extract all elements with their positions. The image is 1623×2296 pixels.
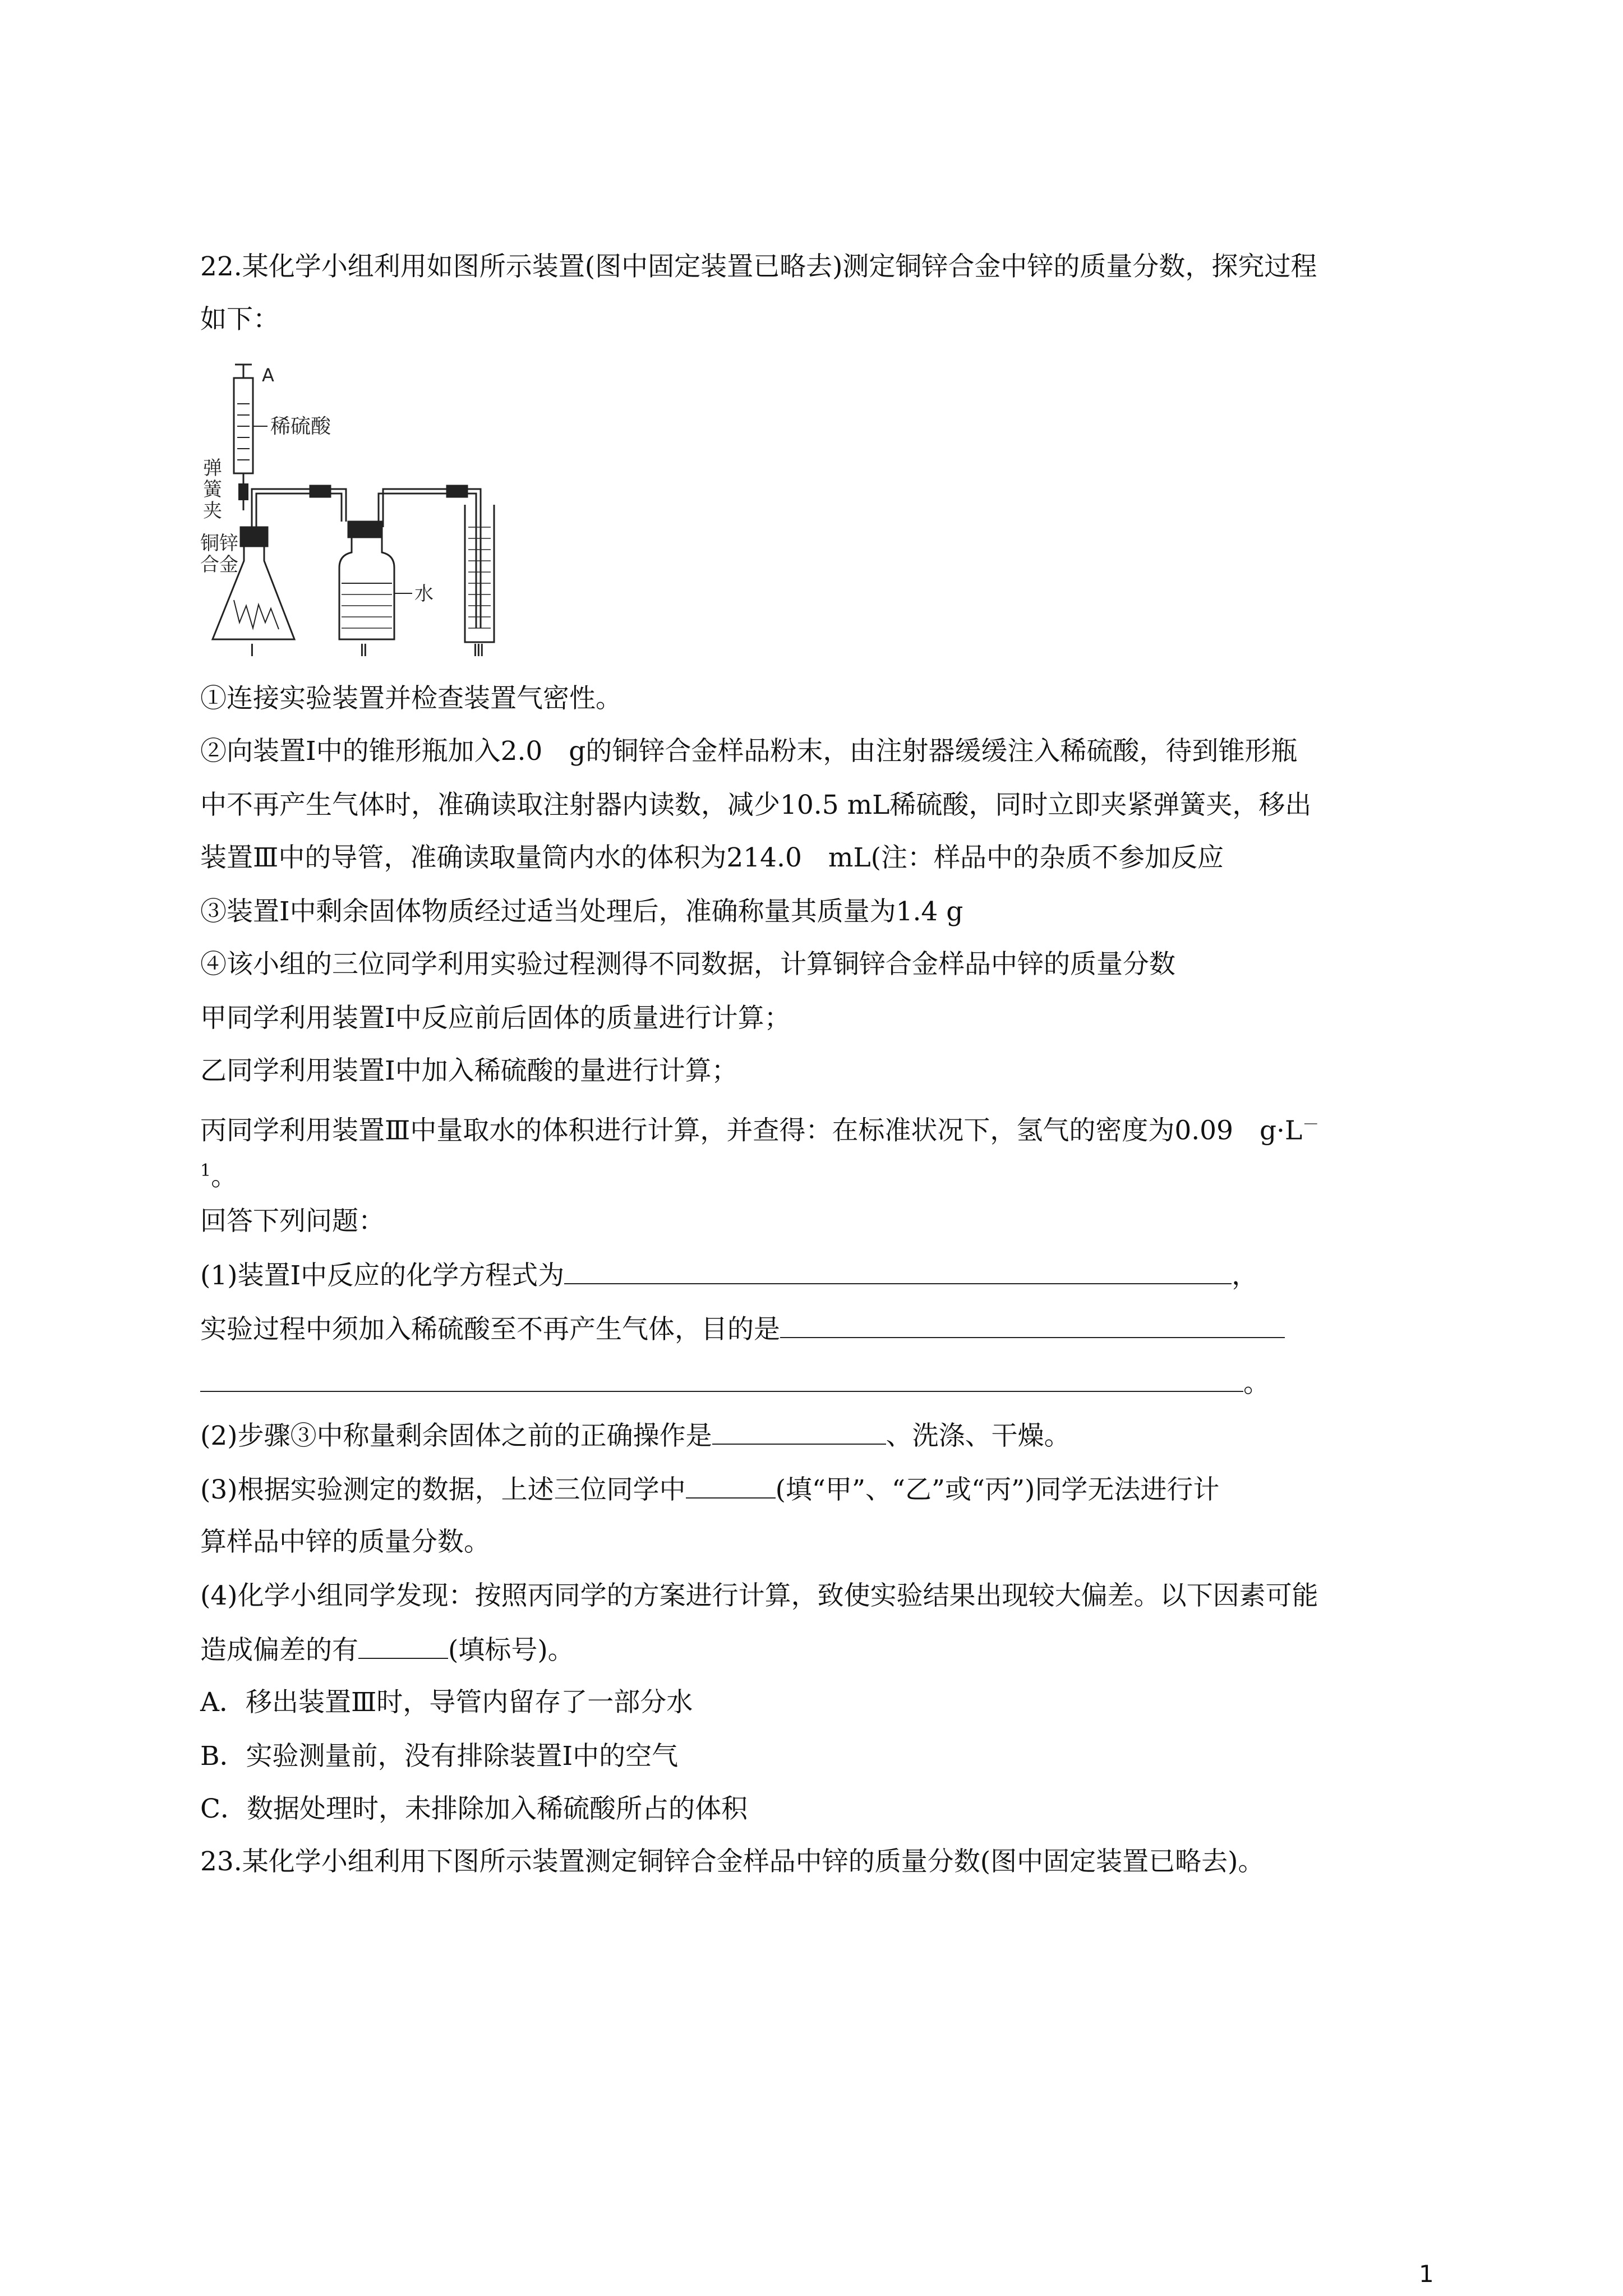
label-a: A	[262, 365, 274, 386]
step-4: ④该小组的三位同学利用实验过程测得不同数据，计算铜锌合金样品中锌的质量分数	[200, 949, 1175, 980]
purpose-blank-1[interactable]	[780, 1312, 1285, 1338]
part-2-prompt: (2)步骤③中称量剩余固体之前的正确操作是	[200, 1421, 712, 1451]
cylinder-iii	[465, 505, 494, 642]
label-clip-2: 簧	[203, 478, 222, 501]
part-1-line1	[200, 1258, 1258, 1293]
part-3-rest: (填“甲”、“乙”或“丙”)同学无法进行计	[775, 1474, 1220, 1505]
part-1-purpose-prompt: 实验过程中须加入稀硫酸至不再产生气体，目的是	[200, 1314, 780, 1345]
label-clip-1: 弹	[203, 457, 222, 480]
part-1-prompt: (1)装置Ⅰ中反应的化学方程式为	[200, 1260, 565, 1291]
student-bing-end: 。	[211, 1161, 238, 1192]
spring-clip	[238, 483, 248, 500]
student-bing-text: 丙同学利用装置Ⅲ中量取水的体积进行计算，并查得：在标准状况下，氢气的密度为0.09 g·L	[200, 1115, 1303, 1146]
label-iii: Ⅲ	[473, 641, 485, 661]
purpose-blank-2[interactable]	[200, 1366, 1243, 1392]
part-3-line1	[200, 1473, 1219, 1507]
part-1-line3	[200, 1366, 1270, 1400]
student-yi: 乙同学利用装置Ⅰ中加入稀硫酸的量进行计算；	[200, 1055, 738, 1086]
label-i: Ⅰ	[250, 641, 255, 661]
step-1: ①连接实验装置并检查装置气密性。	[200, 683, 622, 714]
bottle-ii	[339, 522, 412, 639]
part-3-line2: 算样品中锌的质量分数。	[200, 1527, 490, 1557]
factor-blank[interactable]	[358, 1633, 448, 1659]
student-jia: 甲同学利用装置Ⅰ中反应前后固体的质量进行计算；	[200, 1003, 791, 1034]
equation-blank[interactable]	[564, 1258, 1232, 1284]
page-number: 1	[1419, 2260, 1434, 2288]
label-clip-3: 夹	[203, 500, 222, 522]
part-4-rest: (填标号)。	[448, 1635, 574, 1666]
part-4-prompt: 造成偏差的有	[200, 1635, 358, 1666]
part-3-prompt: (3)根据实验测定的数据，上述三位同学中	[200, 1474, 686, 1505]
student-bing-line1	[200, 1108, 1319, 1148]
superscript-one: 1	[200, 1161, 211, 1181]
step-2-line2: 中不再产生气体时，准确读取注射器内读数，减少10.5 mL稀硫酸，同时立即夹紧弹簧夹，移出	[200, 790, 1312, 820]
part-2-rest: 、洗涤、干燥。	[886, 1421, 1071, 1451]
label-alloy-2: 合金	[200, 554, 238, 576]
option-c: C．数据处理时，未排除加入稀硫酸所占的体积	[200, 1794, 748, 1824]
apparatus-figure	[200, 359, 537, 662]
superscript-minus: －	[1302, 1115, 1320, 1135]
part-4-line1: (4)化学小组同学发现：按照丙同学的方案进行计算，致使实验结果出现较大偏差。以下因素可能	[200, 1580, 1318, 1611]
label-water: 水	[414, 583, 434, 605]
operation-blank[interactable]	[712, 1419, 886, 1445]
step-3: ③装置Ⅰ中剩余固体物质经过适当处理后，准确称量其质量为1.4 g	[200, 896, 963, 927]
label-alloy-1: 铜锌	[200, 532, 238, 555]
q22-stem-line1: 22.某化学小组利用如图所示装置(图中固定装置已略去)测定铜锌合金中锌的质量分数，探究过程	[200, 251, 1317, 282]
answer-intro: 回答下列问题：	[200, 1206, 385, 1237]
step-2-line1: ②向装置Ⅰ中的锥形瓶加入2.0 g的铜锌合金样品粉末，由注射器缓缓注入稀硫酸，待到锥形瓶	[200, 736, 1298, 767]
student-blank[interactable]	[686, 1473, 776, 1499]
part-1-comma: ，	[1232, 1260, 1258, 1291]
part-1-period: 。	[1243, 1368, 1270, 1399]
step-2-line3: 装置Ⅲ中的导管，准确读取量筒内水的体积为214.0 mL(注：样品中的杂质不参加反应	[200, 842, 1224, 873]
option-a: A．移出装置Ⅲ时，导管内留存了一部分水	[200, 1687, 693, 1718]
student-bing-line2	[200, 1154, 237, 1194]
label-acid: 稀硫酸	[270, 415, 331, 438]
part-4-line2	[200, 1633, 574, 1667]
connecting-tubes	[252, 486, 481, 628]
option-b: B．实验测量前，没有排除装置Ⅰ中的空气	[200, 1741, 679, 1772]
part-2	[200, 1419, 1071, 1453]
q23-stem: 23.某化学小组利用下图所示装置测定铜锌合金样品中锌的质量分数(图中固定装置已略去)。	[200, 1846, 1265, 1877]
q22-stem-line2: 如下：	[200, 304, 279, 335]
part-1-line2	[200, 1312, 1285, 1347]
label-ii: Ⅱ	[359, 641, 368, 661]
